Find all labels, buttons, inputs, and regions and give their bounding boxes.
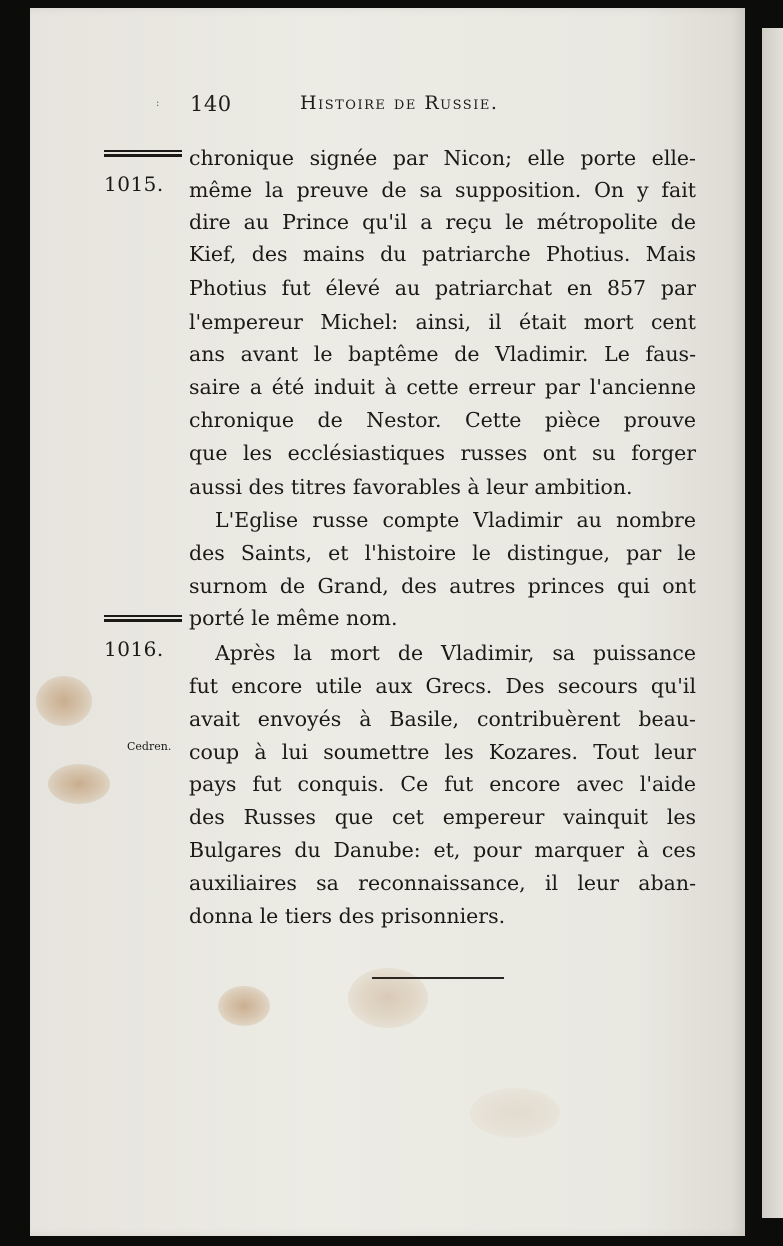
- text-line: porté le même nom.: [189, 606, 398, 630]
- page-number: 140: [190, 92, 232, 116]
- paper-stain: [48, 764, 110, 804]
- text-line: dire au Prince qu'il a reçu le métropolite de: [189, 210, 696, 234]
- text-line: chronique signée par Nicon; elle porte elle-: [189, 146, 696, 170]
- text-line: que les ecclésiastiques russes ont su forger: [189, 441, 696, 465]
- text-line: ans avant le baptême de Vladimir. Le faus-: [189, 342, 696, 366]
- text-line: L'Eglise russe compte Vladimir au nombre: [215, 508, 696, 532]
- text-line: Kief, des mains du patriarche Photius. Mais: [189, 242, 696, 266]
- text-line: auxiliaires sa reconnaissance, il leur aban-: [189, 871, 696, 895]
- next-page-edge: [762, 28, 783, 1218]
- text-line: Photius fut élevé au patriarchat en 857 par: [189, 276, 696, 300]
- text-line: fut encore utile aux Grecs. Des secours qu'il: [189, 674, 696, 698]
- margin-year-1016: 1016.: [104, 637, 164, 661]
- text-line: Après la mort de Vladimir, sa puissance: [215, 641, 696, 665]
- text-line: aussi des titres favorables à leur ambition.: [189, 475, 633, 499]
- page-header: [190, 92, 710, 122]
- margin-year-1015: 1015.: [104, 172, 164, 196]
- section-rule-mark: [104, 150, 182, 157]
- end-rule: [372, 977, 504, 979]
- text-line: donna le tiers des prisonniers.: [189, 904, 506, 928]
- paper-stain: [470, 1088, 560, 1138]
- text-line: des Saints, et l'histoire le distingue, par le: [189, 541, 696, 565]
- text-line: même la preuve de sa supposition. On y fait: [189, 178, 696, 202]
- text-line: des Russes que cet empereur vainquit les: [189, 805, 696, 829]
- text-line: l'empereur Michel: ainsi, il était mort cent: [189, 310, 696, 334]
- margin-tick: :: [156, 98, 160, 109]
- section-rule-mark: [104, 615, 182, 622]
- margin-source-note: Cedren.: [127, 740, 172, 753]
- text-line: chronique de Nestor. Cette pièce prouve: [189, 408, 696, 432]
- text-line: surnom de Grand, des autres princes qui ont: [189, 574, 696, 598]
- paper-stain: [36, 676, 92, 726]
- text-line: avait envoyés à Basile, contribuèrent beau-: [189, 707, 696, 731]
- paper-stain: [218, 986, 270, 1026]
- text-line: saire a été induit à cette erreur par l'ancienne: [189, 375, 696, 399]
- text-line: Bulgares du Danube: et, pour marquer à ces: [189, 838, 696, 862]
- text-line: pays fut conquis. Ce fut encore avec l'aide: [189, 772, 696, 796]
- text-line: coup à lui soumettre les Kozares. Tout leur: [189, 740, 696, 764]
- running-head: Histoire de Russie.: [300, 92, 499, 114]
